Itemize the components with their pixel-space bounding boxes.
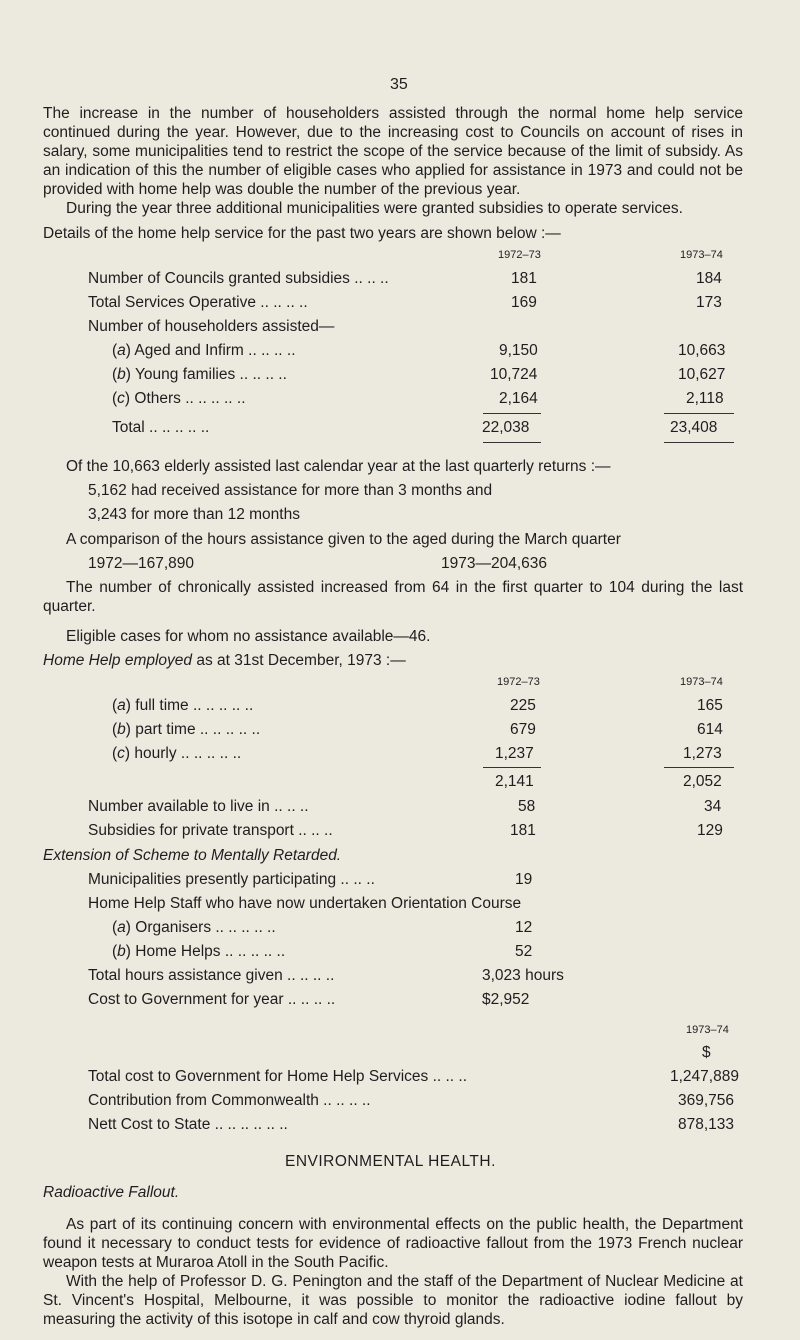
cost-row-value: 878,133 — [678, 1116, 735, 1133]
fallout-paragraph-2: With the help of Professor D. G. Penington and the staff of the Department of Nuclear Medicine at St. Vincent's Hospital, Melbourne, it was possible to monitor the radioactive iodine fallout by measuring the activity of this isotope in calf and cow thyroid glands. — [43, 1273, 743, 1328]
cost-row-value: 1,247,889 — [670, 1068, 739, 1085]
t2-row-v2: 1,273 — [683, 745, 722, 762]
ext-staff-label: Home Help Staff who have now undertaken Orientation Course — [88, 895, 522, 912]
ext-cost-value: $2,952 — [482, 991, 530, 1008]
ext-row-letter: b — [117, 943, 126, 960]
subsection-heading: Radioactive Fallout. — [43, 1184, 180, 1201]
chronic-paragraph: The number of chronically assisted increased from 64 in the first quarter to 104 during the last quarter. — [43, 579, 743, 615]
t2-row-v2: 614 — [697, 721, 723, 738]
t2-rule-col2 — [664, 767, 734, 768]
extension-heading-rest: of Scheme to Mentally Retarded. — [115, 847, 342, 864]
t2-row-letter: b — [117, 721, 126, 738]
t2-row-label: (c) hourly .. .. .. .. .. — [112, 745, 242, 762]
t1-rule-col1 — [483, 413, 541, 414]
details-intro: Details of the home help service for the past two years are shown below :— — [43, 225, 561, 242]
t1-row-letter: c — [117, 390, 125, 407]
cost-row-label: Contribution from Commonwealth .. .. .. .. — [88, 1092, 371, 1109]
t1-row-v2: 2,118 — [686, 390, 724, 407]
t1-row-v1: 2,164 — [499, 390, 538, 407]
t1-rule-col2 — [664, 413, 734, 414]
t1-row-letter: b — [117, 366, 126, 383]
comparison-sentence: A comparison of the hours assistance given to the aged during the March quarter — [66, 531, 621, 548]
t2-live-in-label: Number available to live in .. .. .. — [88, 798, 309, 815]
t2-transport-v2: 129 — [697, 822, 723, 839]
t2-transport-label: Subsidies for private transport .. .. .. — [88, 822, 333, 839]
t2-subtotal-v1: 2,141 — [495, 773, 534, 790]
t2-row-v1: 1,237 — [495, 745, 534, 762]
comparison-1973: 1973—204,636 — [441, 555, 548, 572]
t1-row-v1: 181 — [511, 270, 537, 287]
section-heading: ENVIRONMENTAL HEALTH. — [285, 1153, 496, 1170]
t2-row-letter: c — [117, 745, 125, 762]
t2-row-v2: 165 — [697, 697, 723, 714]
t2-row-v1: 679 — [510, 721, 536, 738]
t1-total-v2: 23,408 — [670, 419, 718, 436]
home-help-heading — [43, 651, 406, 670]
t1-row-label: Number of Councils granted subsidies .. .. .. — [88, 270, 389, 287]
t1-householders-label: Number of householders assisted— — [88, 318, 335, 335]
t2-transport-v1: 181 — [510, 822, 536, 839]
intro-paragraph: The increase in the number of householders assisted through the normal home help service continued during the year. However, due to the increasing cost to Councils on account of rises in salary, some municipalities tend to restrict the scope of the service because of the limit of subsidy. As an indication of this the number of eligible cases who applied for assistance in 1973 and could not be provided with home help was double the number of the previous year. — [43, 105, 743, 198]
ext-row-label: (b) Home Helps .. .. .. .. .. — [112, 943, 286, 960]
eligible-sentence: Eligible cases for whom no assistance available—46. — [66, 628, 431, 645]
ext-cost-label: Cost to Government for year .. .. .. .. — [88, 991, 336, 1008]
elderly-line-1: 5,162 had received assistance for more than 3 months and — [88, 482, 493, 499]
home-help-heading-rest: as at 31st December, 1973 :— — [196, 652, 406, 669]
t1-row-v1: 169 — [511, 294, 537, 311]
cost-col-year: 1973–74 — [686, 1024, 729, 1036]
t1-row-label: (a) Aged and Infirm .. .. .. .. — [112, 342, 296, 359]
t2-row-label: (b) part time .. .. .. .. .. — [112, 721, 261, 738]
t1-row-v2: 10,663 — [678, 342, 726, 359]
t1-row-label: (c) Others .. .. .. .. .. — [112, 390, 246, 407]
t2-row-text: hourly .. .. .. .. .. — [134, 745, 242, 762]
elderly-line-2: 3,243 for more than 12 months — [88, 506, 300, 523]
t1-rule-total-col1 — [483, 442, 541, 443]
t1-total-v1: 22,038 — [482, 419, 530, 436]
comparison-1972: 1972—167,890 — [88, 555, 195, 572]
t2-rule-col1 — [483, 767, 541, 768]
ext-row-value: 12 — [515, 919, 533, 936]
t2-row-v1: 225 — [510, 697, 536, 714]
extension-heading-word: Extension — [43, 847, 112, 864]
cost-col-unit: $ — [702, 1044, 711, 1061]
t2-row-text: full time .. .. .. .. .. — [135, 697, 254, 714]
cost-row-value: 369,756 — [678, 1092, 735, 1109]
ext-hours-value: 3,023 hours — [482, 967, 564, 984]
home-help-heading-italic: Home Help employed — [43, 652, 193, 669]
t1-col-1973-74: 1973–74 — [680, 249, 723, 261]
t1-row-text: Others .. .. .. .. .. — [134, 390, 246, 407]
t2-row-text: part time .. .. .. .. .. — [135, 721, 261, 738]
t1-row-v2: 10,627 — [678, 366, 726, 383]
t1-row-text: Young families .. .. .. .. — [135, 366, 287, 383]
t1-row-label: (b) Young families .. .. .. .. — [112, 366, 287, 383]
t1-row-label: Total Services Operative .. .. .. .. — [88, 294, 308, 311]
t1-row-v2: 184 — [696, 270, 722, 287]
page-number: 35 — [390, 76, 408, 93]
extension-heading — [43, 846, 341, 865]
cost-row-label: Nett Cost to State .. .. .. .. .. .. — [88, 1116, 288, 1133]
subsidies-sentence: During the year three additional municipalities were granted subsidies to operate services. — [66, 200, 683, 217]
fallout-paragraph-1: As part of its continuing concern with environmental effects on the public health, the Department found it necessary to conduct tests for evidence of radioactive fallout from the 1973 French nuclear weapon tests at Muraroa Atoll in the South Pacific. — [43, 1216, 743, 1271]
t1-col-1972-73: 1972–73 — [498, 249, 541, 261]
t1-row-text: Aged and Infirm .. .. .. .. — [134, 342, 296, 359]
t2-col-1973-74: 1973–74 — [680, 676, 723, 688]
t2-row-label: (a) full time .. .. .. .. .. — [112, 697, 254, 714]
ext-row-letter: a — [117, 919, 126, 936]
t1-total-label: Total .. .. .. .. .. — [112, 419, 210, 436]
t1-row-v1: 10,724 — [490, 366, 538, 383]
t2-subtotal-v2: 2,052 — [683, 773, 722, 790]
ext-row-label: (a) Organisers .. .. .. .. .. — [112, 919, 276, 936]
elderly-sentence: Of the 10,663 elderly assisted last calendar year at the last quarterly returns :— — [66, 458, 611, 475]
t2-live-in-v2: 34 — [704, 798, 722, 815]
ext-row-text: Organisers .. .. .. .. .. — [135, 919, 276, 936]
t1-row-v2: 173 — [696, 294, 722, 311]
t2-col-1972-73: 1972–73 — [497, 676, 540, 688]
t1-row-v1: 9,150 — [499, 342, 538, 359]
ext-row-text: Home Helps .. .. .. .. .. — [135, 943, 286, 960]
cost-row-label: Total cost to Government for Home Help Services .. .. .. — [88, 1068, 468, 1085]
t2-live-in-v1: 58 — [518, 798, 536, 815]
ext-hours-label: Total hours assistance given .. .. .. .. — [88, 967, 335, 984]
ext-municipalities-value: 19 — [515, 871, 533, 888]
ext-municipalities-label: Municipalities presently participating .. .. .. — [88, 871, 375, 888]
t1-rule-total-col2 — [664, 442, 734, 443]
t2-row-letter: a — [117, 697, 126, 714]
ext-row-value: 52 — [515, 943, 533, 960]
t1-row-letter: a — [117, 342, 126, 359]
